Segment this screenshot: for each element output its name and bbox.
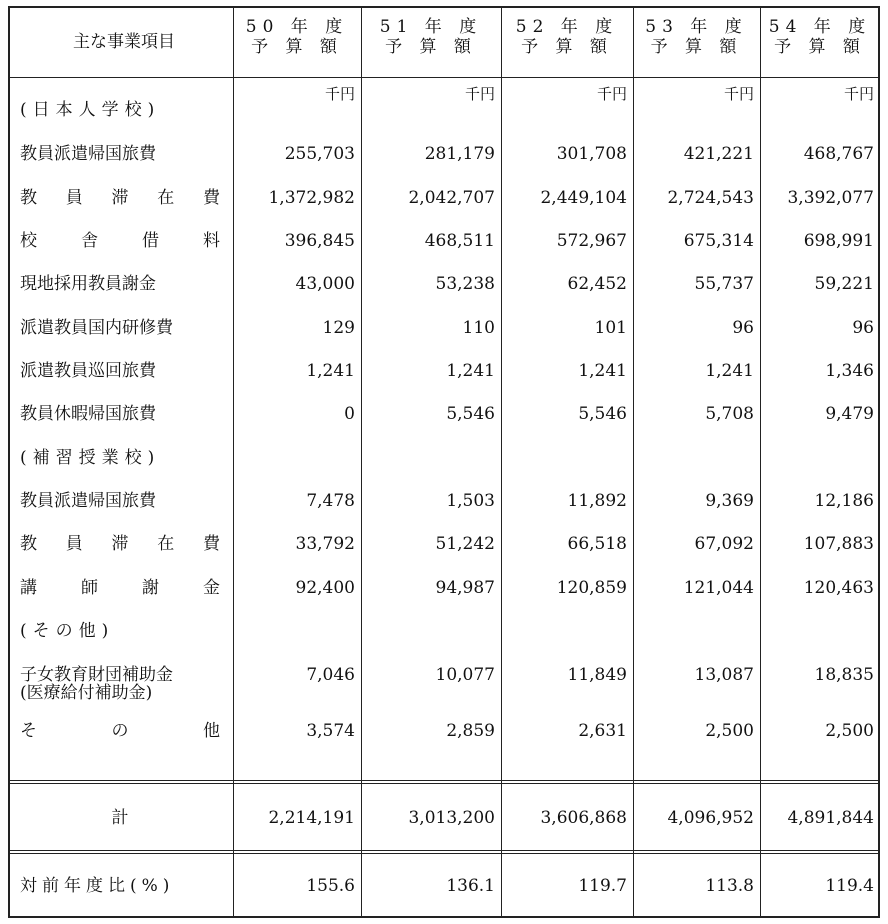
row-label-char: 講	[20, 578, 37, 598]
row-label-char: 員	[65, 534, 83, 554]
table-cell-value: 5,708	[705, 404, 754, 424]
table-cell-value: 1,241	[705, 361, 754, 381]
table-cell-value: 255,703	[284, 144, 355, 164]
year-header-line2: 予 算 額	[385, 37, 477, 57]
table-cell-value: 7,046	[306, 665, 355, 685]
year-header-line2: 予 算 額	[774, 37, 866, 57]
row-sublabel: (医療給付補助金)	[20, 683, 153, 703]
unit-label: 千円	[464, 85, 495, 103]
table-cell-value: 301,708	[556, 144, 627, 164]
row-label: 教員派遣帰国旅費	[20, 491, 156, 511]
table-cell-value: 129	[322, 318, 355, 338]
row-label: (その他)	[20, 621, 115, 641]
table-cell-value: 10,077	[435, 665, 495, 685]
table-cell-value: 62,452	[567, 274, 627, 294]
table-cell-value: 120,859	[556, 578, 627, 598]
row-label-char: 舎	[81, 231, 98, 251]
table-cell-value: 698,991	[803, 231, 874, 251]
table-cell-value: 96	[852, 318, 874, 338]
table-cell-value: 572,967	[556, 231, 627, 251]
table-cell-value: 66,518	[567, 534, 627, 554]
row-label	[20, 721, 220, 741]
row-label: (補習授業校)	[20, 448, 161, 468]
unit-label: 千円	[324, 85, 355, 103]
table-cell-value: 13,087	[694, 665, 754, 685]
unit-label: 千円	[723, 85, 754, 103]
row-label-char: 教	[20, 534, 37, 554]
year-header-line2: 予 算 額	[650, 37, 743, 57]
table-cell-value: 1,241	[446, 361, 495, 381]
total-value: 3,013,200	[408, 808, 495, 828]
total-label: 計	[111, 808, 129, 828]
row-label-char: 校	[20, 231, 37, 251]
row-label-char: 員	[65, 188, 83, 208]
row-label-char: そ	[20, 721, 37, 741]
table-cell-value: 12,186	[814, 491, 874, 511]
row-label-char: 他	[203, 721, 220, 741]
table-cell-value: 96	[732, 318, 754, 338]
year-header-line2: 予 算 額	[251, 37, 343, 57]
table-cell-value: 396,845	[284, 231, 355, 251]
row-label: (日本人学校)	[20, 100, 161, 120]
table-cell-value: 2,859	[446, 721, 495, 741]
row-label-char: 料	[203, 231, 220, 251]
row-label-char: 謝	[142, 578, 159, 598]
year-header-line1: 52 年 度	[515, 17, 619, 37]
table-cell-value: 281,179	[424, 144, 495, 164]
table-cell-value: 101	[594, 318, 627, 338]
table-cell-value: 3,392,077	[787, 188, 874, 208]
row-label: 子女教育財団補助金	[20, 665, 173, 685]
table-cell-value: 33,792	[295, 534, 355, 554]
unit-label: 千円	[843, 85, 874, 103]
row-label-char: 費	[203, 534, 220, 554]
ratio-divider	[10, 850, 878, 854]
row-label	[20, 231, 220, 251]
row-label: 現地採用教員謝金	[20, 274, 156, 294]
row-label-char: 滞	[111, 534, 129, 554]
row-label: 派遣教員国内研修費	[20, 318, 173, 338]
ratio-value: 119.7	[578, 876, 627, 896]
header-divider	[10, 77, 878, 78]
row-label-char: 金	[203, 578, 220, 598]
ratio-value: 113.8	[705, 876, 754, 896]
ratio-label: 対前年度比(%)	[20, 876, 175, 896]
header-item-label: 主な事業項目	[73, 32, 175, 52]
year-header-line1: 54 年 度	[768, 17, 872, 37]
budget-table	[8, 6, 880, 918]
ratio-value: 155.6	[306, 876, 355, 896]
year-header-line1: 50 年 度	[245, 17, 349, 37]
table-cell-value: 2,449,104	[540, 188, 627, 208]
table-cell-value: 2,500	[825, 721, 874, 741]
table-cell-value: 1,372,982	[268, 188, 355, 208]
row-label-char: 滞	[111, 188, 129, 208]
table-cell-value: 2,724,543	[667, 188, 754, 208]
table-cell-value: 2,631	[578, 721, 627, 741]
row-label-char: 在	[157, 534, 175, 554]
year-header-line2: 予 算 額	[521, 37, 613, 57]
table-cell-value: 2,042,707	[408, 188, 495, 208]
row-label	[20, 534, 220, 554]
table-cell-value: 0	[344, 404, 355, 424]
table-cell-value: 92,400	[295, 578, 355, 598]
row-label-char: 借	[142, 231, 159, 251]
table-cell-value: 9,369	[705, 491, 754, 511]
table-cell-value: 1,346	[825, 361, 874, 381]
table-cell-value: 94,987	[435, 578, 495, 598]
table-cell-value: 5,546	[446, 404, 495, 424]
table-cell-value: 468,511	[424, 231, 495, 251]
row-label: 教員派遣帰国旅費	[20, 144, 156, 164]
ratio-value: 136.1	[446, 876, 495, 896]
table-cell-value: 421,221	[683, 144, 754, 164]
ratio-value: 119.4	[825, 876, 874, 896]
table-cell-value: 43,000	[295, 274, 355, 294]
table-cell-value: 2,500	[705, 721, 754, 741]
table-cell-value: 5,546	[578, 404, 627, 424]
table-cell-value: 55,737	[694, 274, 754, 294]
row-label-char: 教	[20, 188, 37, 208]
row-label-char: 師	[81, 578, 98, 598]
table-cell-value: 53,238	[435, 274, 495, 294]
row-label: 派遣教員巡回旅費	[20, 361, 156, 381]
table-cell-value: 120,463	[803, 578, 874, 598]
row-label-char: の	[111, 721, 129, 741]
table-cell-value: 110	[462, 318, 495, 338]
total-value: 4,096,952	[667, 808, 754, 828]
row-label-char: 在	[157, 188, 175, 208]
table-cell-value: 18,835	[814, 665, 874, 685]
row-label-char: 費	[203, 188, 220, 208]
unit-label: 千円	[596, 85, 627, 103]
total-value: 4,891,844	[787, 808, 874, 828]
row-label: 教員休暇帰国旅費	[20, 404, 156, 424]
table-cell-value: 7,478	[306, 491, 355, 511]
table-cell-value: 67,092	[694, 534, 754, 554]
total-value: 2,214,191	[268, 808, 355, 828]
table-cell-value: 11,892	[567, 491, 627, 511]
total-value: 3,606,868	[540, 808, 627, 828]
table-cell-value: 3,574	[306, 721, 355, 741]
table-cell-value: 1,503	[446, 491, 495, 511]
table-cell-value: 121,044	[683, 578, 754, 598]
table-cell-value: 107,883	[803, 534, 874, 554]
year-header-line1: 53 年 度	[645, 17, 748, 37]
total-divider	[10, 780, 878, 784]
table-cell-value: 9,479	[825, 404, 874, 424]
row-label	[20, 578, 220, 598]
table-cell-value: 59,221	[814, 274, 874, 294]
table-cell-value: 11,849	[567, 665, 627, 685]
table-cell-value: 1,241	[578, 361, 627, 381]
table-cell-value: 1,241	[306, 361, 355, 381]
table-cell-value: 468,767	[803, 144, 874, 164]
table-cell-value: 51,242	[435, 534, 495, 554]
year-header-line1: 51 年 度	[379, 17, 483, 37]
row-label	[20, 188, 220, 208]
table-cell-value: 675,314	[683, 231, 754, 251]
